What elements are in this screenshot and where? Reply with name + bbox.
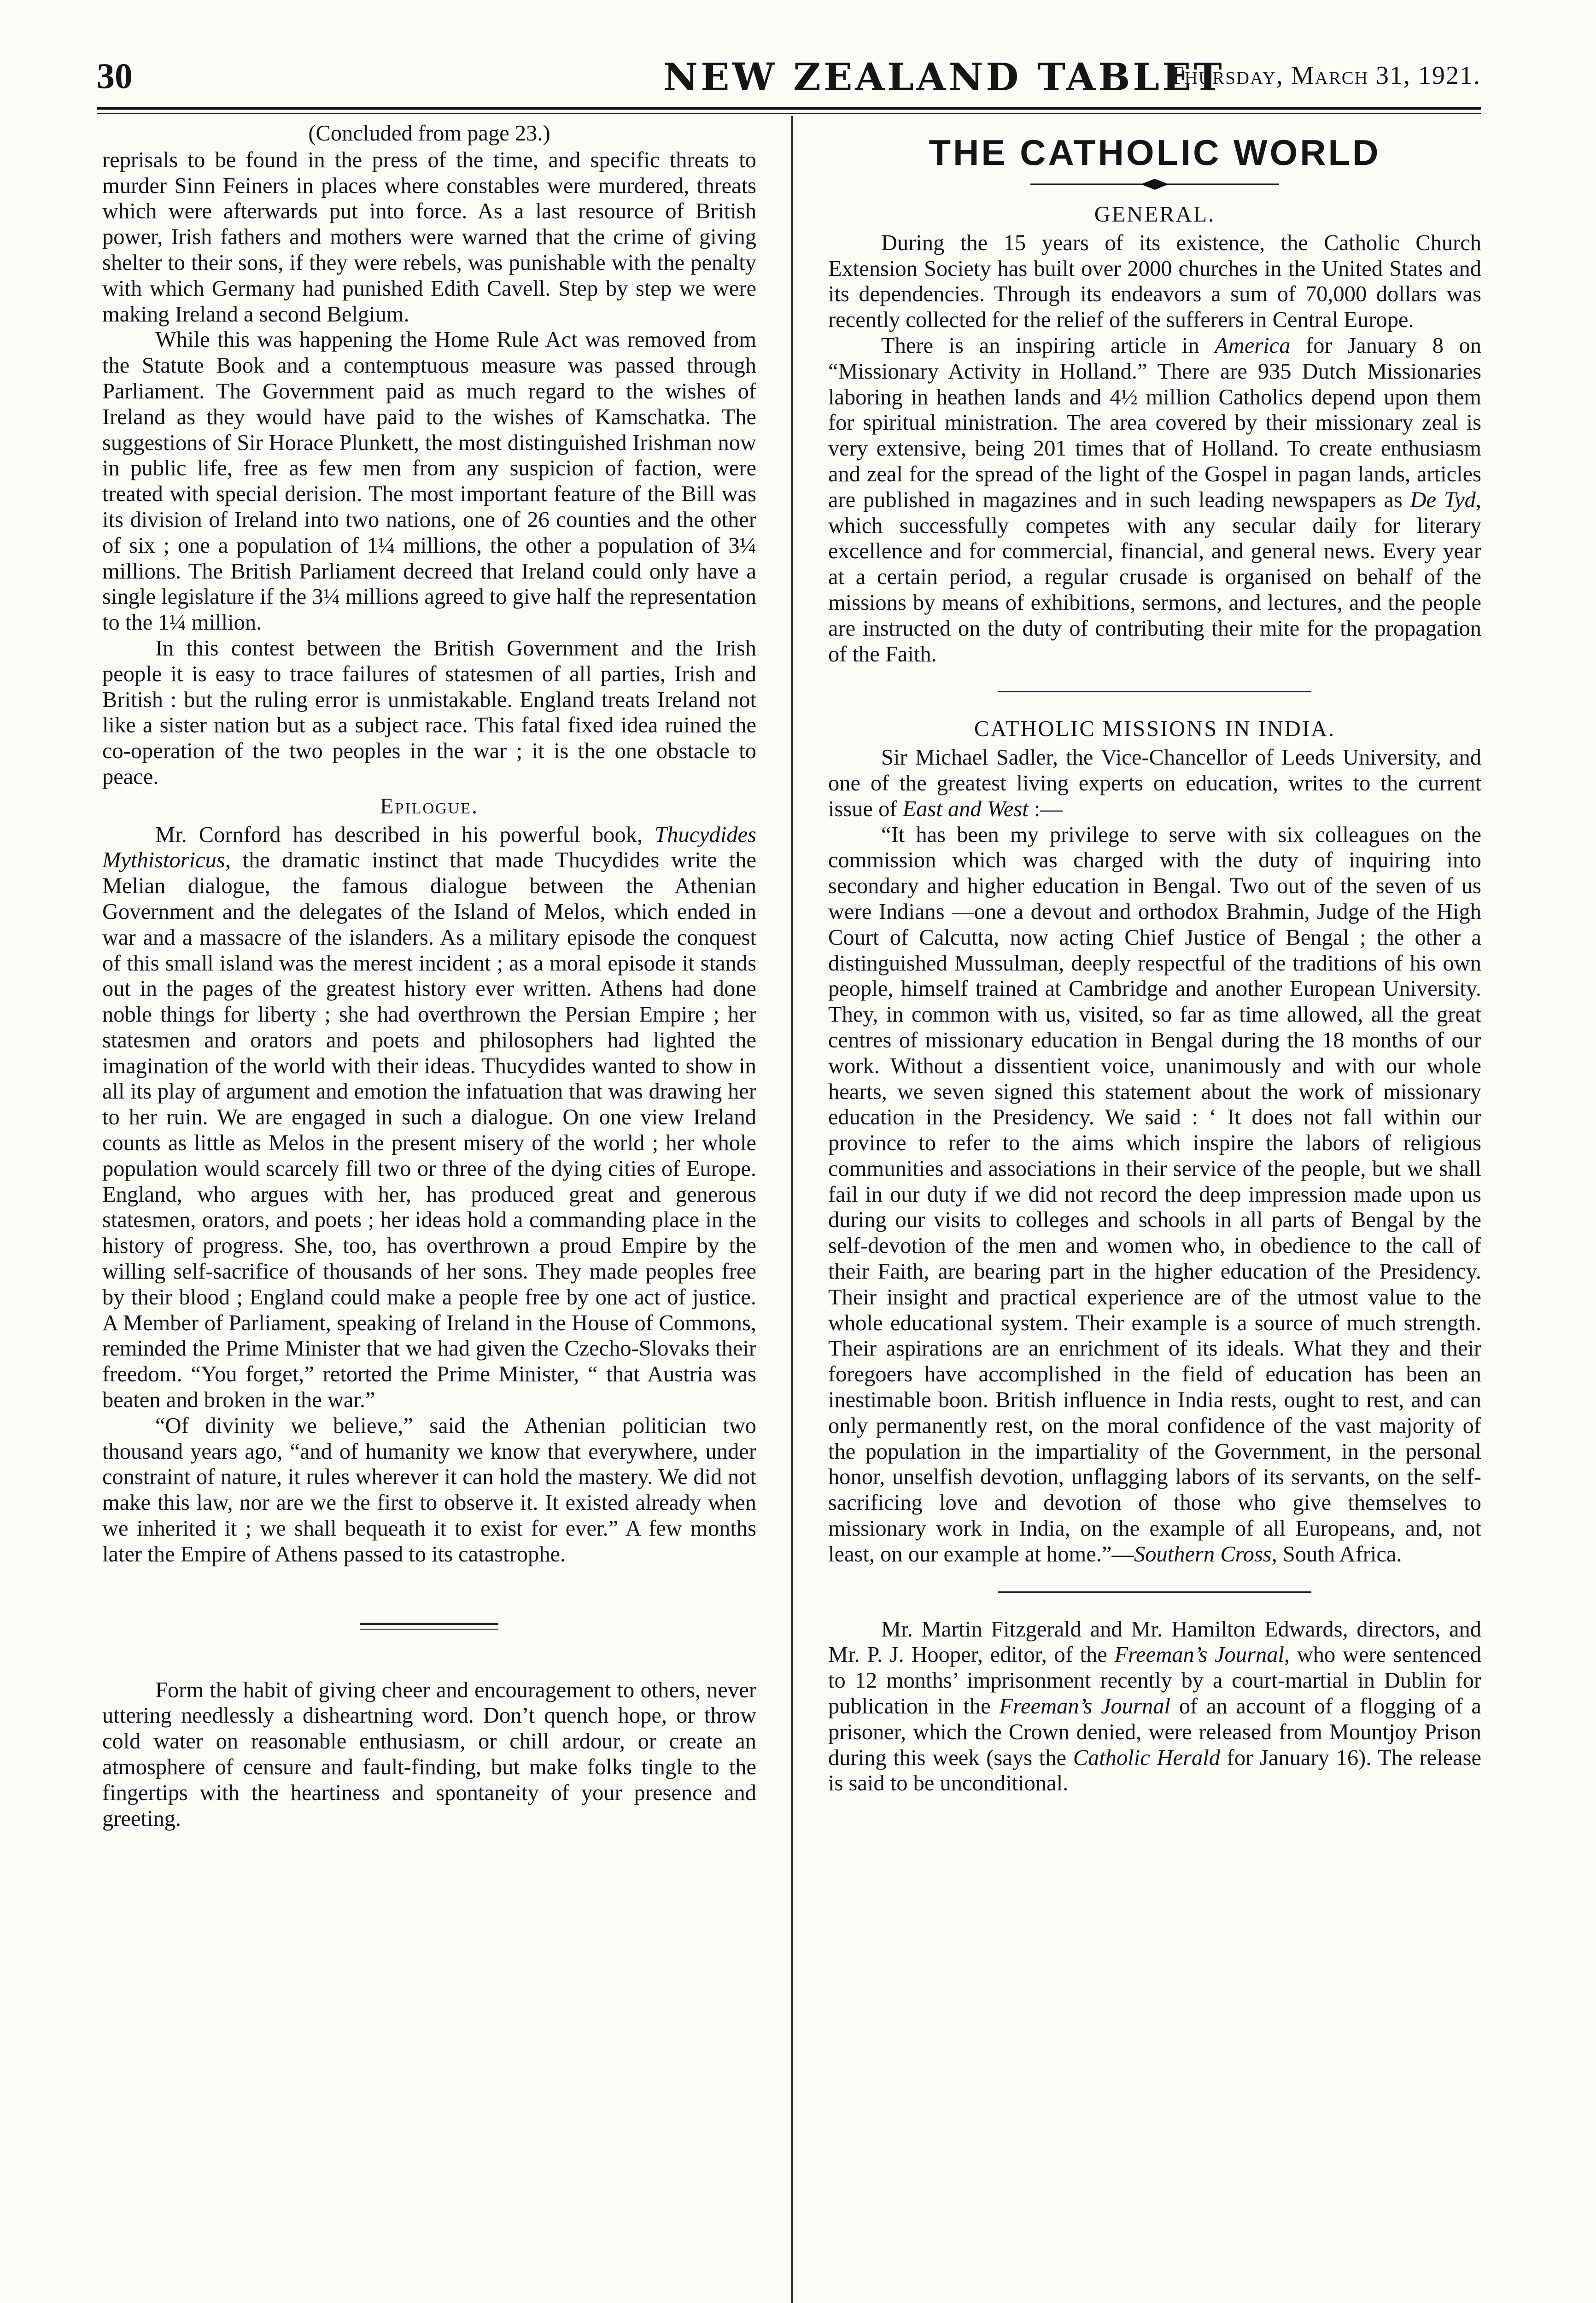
text-run: , which successfully competes with any secular daily for literary excellence and for commercial, financial, and general news. Every year at a certain period, a regular crusade is organised on behalf of the missions by means of exhibitions, sermons, and lectures, and the people are instructed on the duty of contributing their mite for the propagation of the Faith. — [828, 487, 1481, 666]
text-run: , the dramatic instinct that made Thucydides write the Melian dialogue, the famous dialogue between the Athenian Government and the delegates of the Island of Melos, which ended in war and a massacre of the islanders. As a military episode the conquest of this small island was the merest incident ; as a moral episode it stands out in the pages of the greatest history ever written. Athens had done noble things for liberty ; she had overthrown the Persian Empire ; her statesmen and orators and poets and philosophers had lighted the imagination of the world with their ideas. Thucydides wanted to show in all its play of argument and emotion the infatuation that was drawing her to her ruin. We are engaged in such a dialogue. On one view Ireland counts as little as Melos in the present misery of the world ; her whole population would scarcely fill two or three of the dying cities of Europe. England, who argues with her, has produced great and generous statesmen, orators, and poets ; her ideas hold a commanding place in the history of progress. She, too, has overthrown a proud Empire by the willing self-sacrifice of thousands of her sons. They made peoples free by their blood ; England could make a people free by one act of justice. A Member of Parliament, speaking of Ireland in the House of Commons, reminded the Prime Minister that we had given the Czecho-Slovaks their freedom. “You forget,” retorted the Prime Minister, “ that Austria was beaten and broken in the war.” — [102, 848, 756, 1413]
article-paragraph: In this contest between the British Government and the Irish people it is easy to trace failures of statesmen of all parties, Irish and British : but the ruling error is unmistakable. England treats Ireland not like a sister nation but as a subject race. This fatal fixed idea ruined the co-operation of the two peoples in the war ; it is the one obstacle to peace. — [102, 636, 756, 789]
publication-name: Southern Cross — [1134, 1542, 1272, 1567]
general-heading: GENERAL. — [1094, 202, 1216, 227]
article-paragraph — [828, 1617, 1481, 1797]
right-column — [828, 121, 1481, 1796]
article-paragraph — [828, 822, 1481, 1567]
text-run: , South Africa. — [1271, 1542, 1402, 1567]
section-title: THE CATHOLIC WORLD — [929, 132, 1381, 173]
page-header — [97, 55, 1481, 115]
text-run: , who were sentenced to 12 months’ imprisonment recently by a court-martial in Dublin for publication in the — [828, 1642, 1481, 1719]
section-divider — [998, 691, 1311, 692]
text-run: “It has been my privilege to serve with six colleagues on the commission which was charged with the duty of inquiring into secondary and higher education in Bengal. Two out of the seven of us were Indians —one a devout and orthodox Brahmin, Judge of the High Court of Calcutta, now acting Chief Justice of Bengal ; the other a distinguished Mussulman, deeply respectful of the traditions of his own people, himself trained at Cambridge and another European University. They, in common with us, visited, so far as time allowed, all the great centres of missionary education in Bengal during the 18 months of our work. Without a dissentient voice, unanimously and with our whole hearts, we seven signed this statement about the work of missionary education in the Presidency. We said : ‘ It does not fall within our province to refer to the aims which inspire the labors of religious communities and associations in their service of the people, but we shall fail in our duty if we did not record the deep impression made upon us during our visits to colleges and schools in all parts of Bengal by the self-devotion of the men and women who, in obedience to the call of their Faith, are bearing part in the higher education of the Presidency. Their insight and practical experience are of the utmost value to the whole educational system. Their example is a source of much strength. Their aspirations are an enrichment of its ideals. What they and their foregoers have accomplished in the field of education has been an inestimable boon. British influence in India rests, ought to rest, and can only permanently rest, on the moral confidence of the vast majority of the population in the impartiality of the Government, in the personal honor, unselfish devotion, unflagging labors of its servants, on the self-sacrificing love and devotion of those who give themselves to missionary work in India, on the example of all Europeans, and, not least, on our example at home.”— — [828, 822, 1481, 1567]
issue-date: Thursday, March 31, 1921. — [1168, 61, 1481, 90]
article-paragraph: reprisals to be found in the press of the time, and specific threats to murder Sinn Feiners in places where constables were murdered, threats which were afterwards put into force. As a last resource of British power, Irish fathers and mothers were warned that the crime of giving shelter to their sons, if they were rebels, was punishable with the penalty with which Germany had punished Edith Cavell. Step by step we were making Ireland a second Belgium. — [102, 147, 756, 327]
article-paragraph: While this was happening the Home Rule Act was removed from the Statute Book and a contemptuous measure was passed through Parliament. The Government paid as much regard to the wishes of Ireland as they would have paid to the wishes of Kamschatka. The suggestions of Sir Horace Plunkett, the most distinguished Irishman now in public life, free as few men from any suspicion of faction, were treated with special derision. The most important feature of the Bill was its division of Ireland into two nations, one of 26 counties and the other of six ; one a population of 1¼ millions, the other a population of 3¼ millions. The British Parliament decreed that Ireland could only have a single legislature if the 3¼ millions agreed to give half the representation to the 1¼ million. — [102, 327, 756, 635]
article-paragraph — [828, 745, 1481, 822]
continued-note: (Concluded from page 23.) — [308, 121, 550, 146]
text-run: :— — [1028, 796, 1063, 821]
publication-name: De Tyd — [1410, 487, 1476, 512]
masthead-title: NEW ZEALAND TABLET — [663, 55, 1225, 99]
text-run: Mr. Cornford has described in his powerful book, — [155, 822, 655, 847]
ornament-dash — [1026, 175, 1284, 193]
book-title: Thucydides Mythistoricus — [102, 822, 756, 873]
page-number: 30 — [97, 56, 133, 96]
text-run: Mr. Martin Fitzgerald and Mr. Hamilton Edwards, directors, and Mr. P. J. Hooper, editor, of the — [828, 1617, 1481, 1667]
article-paragraph — [102, 822, 756, 1413]
text-run: for January 16). The release is said to be unconditional. — [828, 1745, 1482, 1796]
section-divider — [998, 1591, 1311, 1593]
section-divider — [360, 1623, 498, 1630]
text-run: There is an inspiring article in — [881, 333, 1215, 358]
article-paragraph — [828, 333, 1481, 667]
text-run: for January 8 on “Missionary Activity in Holland.” There are 935 Dutch Missionaries laboring in heathen lands and 4½ million Catholics depend upon them for spiritual ministration. The area covered by their missionary zeal is very extensive, being 201 times that of Holland. To create enthusiasm and zeal for the spread of the light of the Gospel in pagan lands, articles are published in magazines and in such leading newspapers as — [828, 333, 1481, 512]
header-rule-thin — [97, 113, 1481, 114]
publication-name: Catholic Herald — [1073, 1745, 1220, 1770]
publication-name: America — [1215, 333, 1291, 358]
filler-paragraph: Form the habit of giving cheer and encouragement to others, never uttering needlessly a disheartning word. Don’t quench hope, or throw cold water on reasonable enthusiasm, or chill ardour, or create an atmosphere of censure and fault-finding, but make folks tingle to the fingertips with the heartiness and spontaneity of your presence and greeting. — [102, 1678, 756, 1831]
text-run: of an account of a flogging of a prisoner, which the Crown denied, were released from Mountjoy Prison during this week (says the — [828, 1694, 1481, 1770]
publication-name: Freeman’s Journal — [1114, 1642, 1285, 1667]
left-column — [102, 121, 756, 1831]
text-run: Sir Michael Sadler, the Vice-Chancellor of Leeds University, and one of the greatest living experts on education, writes to the current issue of — [828, 745, 1481, 821]
column-divider — [791, 116, 793, 2303]
india-heading: CATHOLIC MISSIONS IN INDIA. — [974, 717, 1336, 742]
article-paragraph: “Of divinity we believe,” said the Athenian politician two thousand years ago, “and of humanity we know that everywhere, under constraint of nature, it rules wherever it can hold the mastery. We did not make this law, nor are we the first to observe it. It existed already when we inherited it ; we shall bequeath it to exist for ever.” A few months later the Empire of Athens passed to its catastrophe. — [102, 1413, 756, 1567]
publication-name: East and West — [902, 796, 1029, 821]
epilogue-heading: Epilogue. — [380, 794, 479, 818]
publication-name: Freeman’s Journal — [999, 1694, 1171, 1719]
header-rule — [97, 107, 1481, 110]
article-paragraph: During the 15 years of its existence, the Catholic Church Extension Society has built over 2000 churches in the United States and its dependencies. Through its endeavors a sum of 70,000 dollars was recently collected for the relief of the sufferers in Central Europe. — [828, 230, 1481, 333]
